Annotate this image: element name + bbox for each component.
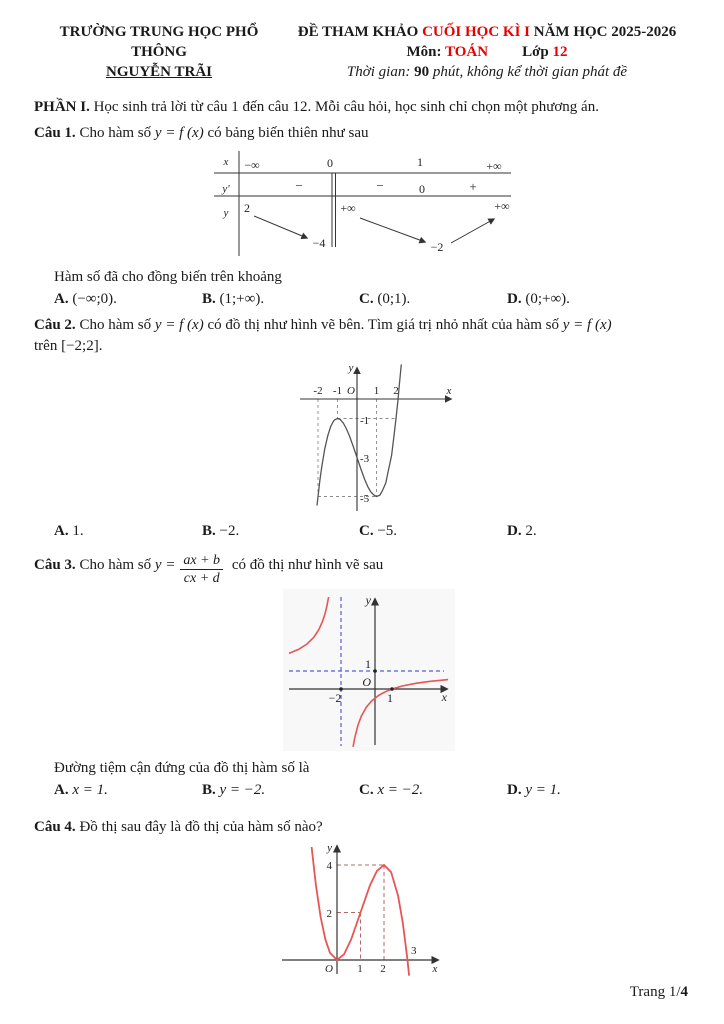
q3-ytick-1: 1: [365, 657, 371, 671]
q2-ytick-minus5: -5: [360, 493, 370, 505]
q4-x-axis-label: x: [432, 963, 438, 975]
part1-text: Học sinh trả lời từ câu 1 đến câu 12. Mỗi câu hỏi, học sinh chỉ chọn một phương án.: [89, 99, 599, 115]
q2-tick-1: 1: [373, 385, 380, 397]
q2-option-d-text: 2.: [525, 523, 537, 539]
q1-option-c-letter: C.: [359, 291, 374, 307]
fraction-numerator: ax + b: [180, 552, 223, 570]
arrow-up-1: [451, 219, 494, 243]
question-4-stem: [34, 817, 690, 838]
q3-option-b: [202, 779, 359, 801]
school-name-line1: TRƯỜNG TRUNG HỌC PHỔ THÔNG: [59, 24, 259, 60]
question-2-line2-math: [−2;2]: [61, 338, 99, 354]
q2-ytick-minus1: -1: [360, 415, 370, 427]
q1-option-b: [202, 288, 359, 310]
question-1-options: [34, 288, 690, 310]
subject-value: TOÁN: [445, 44, 489, 60]
grade-value: 12: [552, 44, 568, 60]
question-1-math: y = f (x): [154, 125, 204, 141]
q3-xtick-1: 1: [387, 691, 393, 705]
q2-option-d: [507, 520, 690, 542]
q3-option-a-letter: A.: [54, 782, 69, 798]
page-number: [630, 984, 688, 1001]
arrow-down-2: [360, 218, 425, 242]
q2-tick-minus1: -1: [332, 385, 343, 397]
question-3-math-lead: y =: [154, 557, 176, 573]
q4-xtick-2: 2: [380, 963, 386, 975]
sign-3: 0: [419, 182, 425, 196]
q1-variation-table-svg: [206, 148, 526, 260]
x-zero: 0: [327, 156, 333, 170]
question-3-fraction: [180, 552, 223, 587]
q1-option-a-text: (−∞;0).: [72, 291, 117, 307]
q2-origin-label: O: [347, 385, 355, 397]
page-number-value: 4: [680, 984, 688, 1000]
x-one: 1: [417, 155, 423, 169]
q1-option-d: [507, 288, 690, 310]
question-1-post: có bảng biến thiên như sau: [203, 125, 369, 141]
q4-graph-figure: [278, 840, 690, 978]
subject-line: [284, 42, 690, 62]
page-number-pre: Trang 1/: [629, 984, 681, 1000]
q1-option-c-text: (0;1).: [377, 291, 411, 307]
q4-origin-label: O: [325, 963, 333, 975]
sign-2: −: [376, 178, 384, 193]
q2-option-b-text: −2.: [219, 523, 240, 539]
q2-option-d-letter: D.: [507, 523, 522, 539]
q2-option-a: [54, 520, 202, 542]
question-2-math2: y = f (x): [562, 317, 612, 333]
q3-origin-label: O: [362, 675, 371, 689]
question-3-sub: Đường tiệm cận đứng của đồ thị hàm số là: [54, 760, 310, 776]
question-3-pre: Cho hàm số: [75, 557, 155, 573]
question-3-options: [34, 779, 690, 801]
q1-option-d-letter: D.: [507, 291, 522, 307]
q2-curve: [317, 364, 401, 505]
question-2-stem: [34, 315, 690, 336]
q3-dot-y1: [373, 669, 377, 673]
time-minutes: 90: [414, 64, 430, 80]
q3-option-c-letter: C.: [359, 782, 374, 798]
q1-option-b-text: (1;+∞).: [219, 291, 265, 307]
question-2-line2-pre: trên: [34, 338, 62, 354]
x-pos-inf: +∞: [486, 159, 502, 173]
arrow-down-1: [254, 216, 307, 238]
q2-option-b: [202, 520, 359, 542]
q2-tick-2: 2: [393, 385, 399, 397]
q3-option-a: [54, 779, 202, 801]
question-2-options: [34, 520, 690, 542]
exam-title-red: CUỐI HỌC KÌ I: [422, 24, 530, 40]
q4-y-axis-label: y: [327, 842, 332, 854]
grade-label: Lớp: [522, 44, 553, 60]
sign-1: −: [295, 178, 303, 193]
q3-option-d: [507, 779, 690, 801]
q3-option-d-text: y = 1.: [525, 782, 561, 798]
exam-title: [284, 22, 690, 42]
q2-ytick-minus3: -3: [360, 453, 370, 465]
y-top: +∞: [340, 201, 356, 215]
q2-graph-figure: [296, 361, 690, 513]
question-2-math1: y = f (x): [154, 317, 204, 333]
q3-y-axis-label: y: [365, 593, 371, 607]
fraction-denominator: cx + d: [183, 571, 220, 586]
q3-option-a-text: x = 1.: [72, 782, 108, 798]
q4-graph-svg: [278, 840, 446, 978]
q1-option-a: [54, 288, 202, 310]
time-label: Thời gian:: [346, 64, 415, 80]
y-start: 2: [244, 201, 250, 215]
question-1-pre: Cho hàm số: [75, 125, 155, 141]
q2-option-b-letter: B.: [202, 523, 216, 539]
time-line: [284, 62, 690, 82]
y-end: +∞: [494, 199, 510, 213]
question-3-stem: [34, 546, 690, 587]
q1-option-d-text: (0;+∞).: [525, 291, 570, 307]
question-2-mid: có đồ thị như hình vẽ bên. Tìm giá trị nhỏ nhất của hàm số: [203, 317, 563, 333]
q4-ytick-2: 2: [326, 908, 332, 920]
question-2-label: Câu 2.: [34, 317, 76, 333]
question-4-label: Câu 4.: [34, 819, 76, 835]
q2-option-c: [359, 520, 507, 542]
q3-graph-figure: [283, 589, 690, 751]
q2-option-c-text: −5.: [377, 523, 398, 539]
sign-4: +: [469, 179, 477, 194]
q3-option-c-text: x = −2.: [377, 782, 423, 798]
exam-title-block: [284, 22, 690, 82]
exam-title-post: NĂM HỌC 2025-2026: [530, 24, 677, 40]
question-2-pre: Cho hàm số: [75, 317, 155, 333]
q1-option-a-letter: A.: [54, 291, 69, 307]
school-name-line2: NGUYỄN TRÃI: [106, 64, 212, 80]
y-min1: −4: [312, 236, 326, 250]
q3-graph-svg: [283, 589, 455, 751]
q4-xtick-1: 1: [357, 963, 363, 975]
table-y-label: y: [223, 207, 229, 219]
school-block: [34, 22, 284, 82]
question-2-line2-post: .: [98, 338, 103, 354]
q1-option-c: [359, 288, 507, 310]
x-neg-inf: −∞: [244, 158, 260, 172]
q3-option-d-letter: D.: [507, 782, 522, 798]
question-1-sub: Hàm số đã cho đồng biến trên khoảng: [54, 269, 282, 285]
q1-variation-table-figure: [206, 148, 690, 260]
q3-xtick-minus2: −2: [328, 691, 342, 705]
q3-option-c: [359, 779, 507, 801]
q2-y-axis-label: y: [348, 362, 354, 374]
y-min2: −2: [430, 240, 444, 254]
q2-tick-minus2: -2: [313, 385, 323, 397]
q2-option-a-letter: A.: [54, 523, 69, 539]
part1-label: PHẦN I.: [34, 99, 90, 115]
exam-title-pre: ĐỀ THAM KHẢO: [297, 24, 423, 40]
q3-option-b-text: y = −2.: [219, 782, 266, 798]
q3-option-b-letter: B.: [202, 782, 216, 798]
question-3-post: có đồ thị như hình vẽ sau: [228, 557, 384, 573]
part1-heading: [34, 97, 690, 118]
question-1-label: Câu 1.: [34, 125, 76, 141]
q4-ytick-4: 4: [326, 860, 332, 872]
q2-option-a-text: 1.: [72, 523, 84, 539]
question-1-stem: [34, 123, 690, 144]
subject-label: Môn:: [406, 44, 445, 60]
question-2-stem-line2: [34, 336, 690, 357]
time-rest: phút, không kể thời gian phát đề: [429, 64, 628, 80]
q3-x-axis-label: x: [441, 690, 447, 704]
question-3-label: Câu 3.: [34, 557, 76, 573]
question-4-text: Đồ thị sau đây là đồ thị của hàm số nào?: [75, 819, 323, 835]
q2-graph-svg: [296, 361, 461, 513]
table-yprime-label: y': [222, 183, 230, 195]
q1-option-b-letter: B.: [202, 291, 216, 307]
q2-x-axis-label: x: [446, 385, 452, 397]
q2-option-c-letter: C.: [359, 523, 374, 539]
table-x-label: x: [223, 156, 229, 168]
q4-xtick-3: 3: [411, 945, 417, 957]
header: [34, 22, 690, 82]
